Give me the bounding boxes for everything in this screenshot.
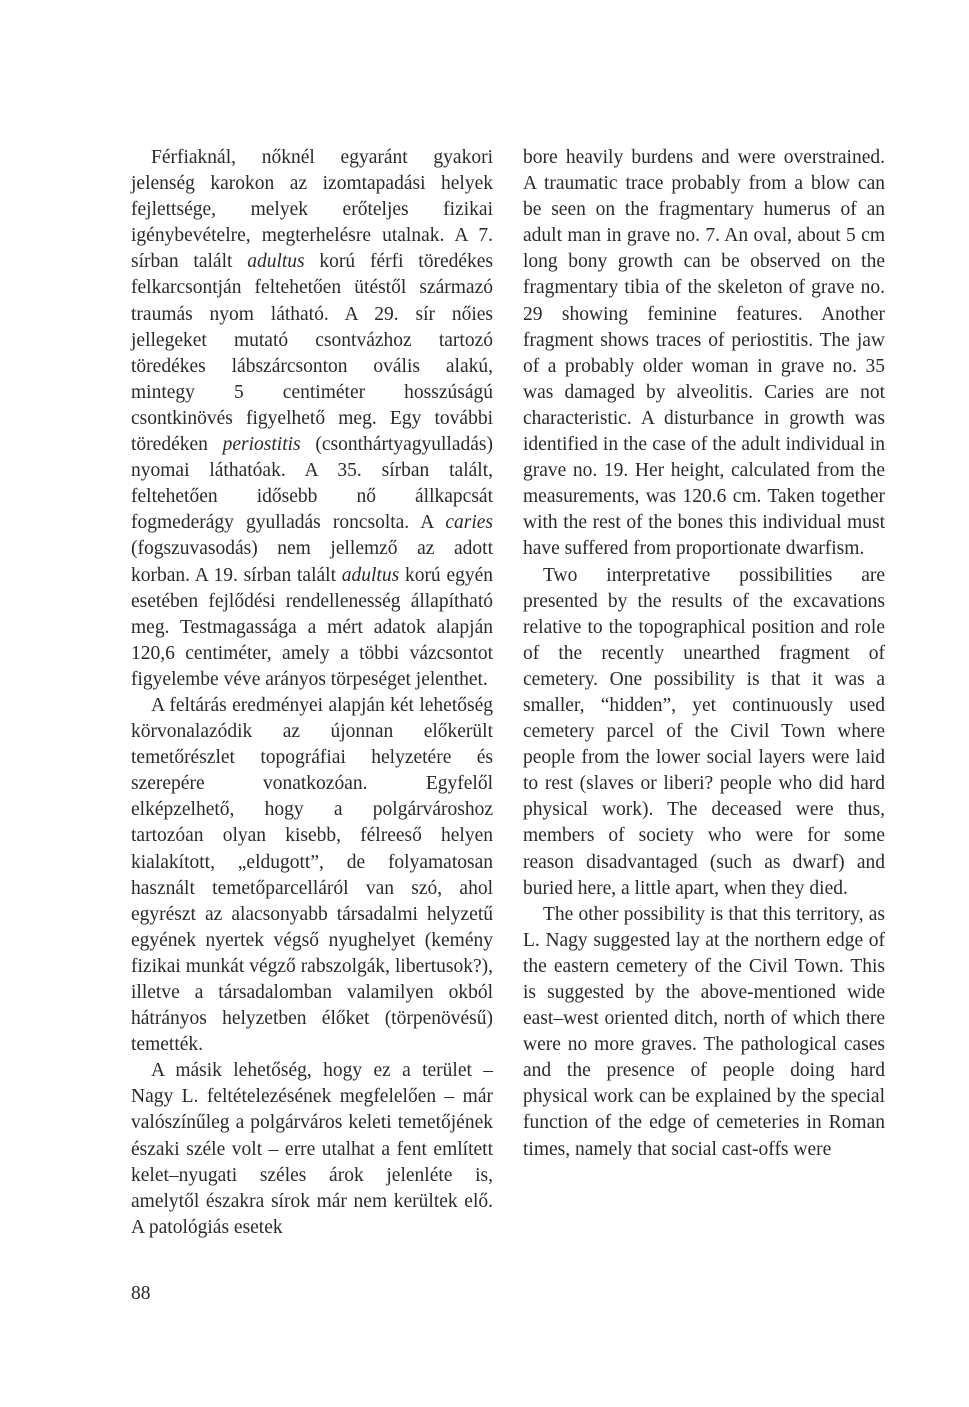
left-paragraph-1 [131, 145, 493, 693]
left-column-hungarian [131, 145, 493, 1241]
right-paragraph-2: Two interpretative possibilities are presented by the results of the excavations relative to the topographical position and role of the recently unearthed fragment of cemetery. One possibility is that it was a smaller, “hidden”, yet continuously used cemetery parcel of the Civil Town where people from the lower social layers were laid to rest (slaves or liberi? people who did hard physical work). The deceased were thus, members of society who were for some reason disadvantaged (such as dwarf) and buried here, a little apart, when they died. [523, 564, 885, 899]
text-run: (fogszuvasodás) nem jellemző az adott korban. A 19. sírban talált [131, 538, 493, 586]
italic-term-caries: caries [445, 512, 493, 534]
left-paragraph-2: A feltárás eredményei alapján két lehetőség körvonalazódik az újonnan előkerült temetőrészlet topográfiai helyzetére és szerepére vonatkozóan. Egyfelől elképzelhető, hogy a polgárvároshoz tartozóan olyan kisebb, félreeső helyen kialakított, „eldugott”, de folyamatosan használt temetőparcelláról van szó, ahol egyrészt az alacsonyabb társadalmi helyzetű egyének nyertek végső nyughelyet (kemény fizikai munkát végző rabszolgák, libertusok?), illetve a társadalomban valamilyen okból hátrányos helyzetben élőket (törpenövésű) temették. [131, 694, 493, 1056]
right-column-english [523, 145, 885, 1163]
text-run: (csonthártyagyulladás) nyomai láthatóak. A 35. sírban talált, feltehetően idősebb nő állkapcsát fogmederágy gyulladás roncsolta. A [131, 434, 493, 534]
right-paragraph-3: The other possibility is that this territory, as L. Nagy suggested lay at the northern edge of the eastern cemetery of the Civil Town. This is suggested by the above-mentioned wide east–west oriented ditch, north of which there were no more graves. The pathological cases and the presence of people doing hard physical work can be explained by the special function of the edge of cemeteries in Roman times, namely that social cast-offs were [523, 903, 885, 1160]
text-run: korú egyén esetében fejlődési rendellenesség állapítható meg. Testmagassága a mért adatok alapján 120,6 centiméter, amely a többi vázcsontot figyelembe véve arányos törpeséget jelenthet. [131, 564, 494, 690]
page-number: 88 [131, 1283, 151, 1304]
italic-term-periostitis: periostitis [222, 434, 301, 456]
italic-term-adultus: adultus [247, 251, 305, 273]
left-paragraph-3: A másik lehetőség, hogy ez a terület – Nagy L. feltételezésének megfelelően – már valószínűleg a polgárváros keleti temetőjének északi széle volt – erre utalhat a fent említett kelet–nyugati széles árok jelenléte is, amelytől északra sírok már nem kerültek elő. A patológiás esetek [131, 1060, 493, 1238]
italic-term-adultus: adultus [341, 564, 400, 586]
right-paragraph-1: bore heavily burdens and were overstrained. A traumatic trace probably from a blow can be seen on the fragmentary humerus of an adult man in grave no. 7. An oval, about 5 cm long bony growth can be observed on the fragmentary tibia of the skeleton of grave no. 29 showing feminine features. Another fragment shows traces of periostitis. The jaw of a probably older woman in grave no. 35 was damaged by alveolitis. Caries are not characteristic. A disturbance in growth was identified in the case of the adult individual in grave no. 19. Her height, calculated from the measurements, was 120.6 cm. Taken together with the rest of the bones this individual must have suffered from proportionate dwarfism. [523, 147, 885, 560]
text-run: Férfiaknál, nőknél egyaránt gyakori jelenség karokon az izomtapadási helyek fejlettsége, melyek erőteljes fizikai igénybevételre, megterhelésre utalnak. A 7. sírban talált [131, 147, 493, 273]
text-run: korú férfi töredékes felkarcsontján feltehetően ütéstől származó traumás nyom látható. A 29. sír nőies jellegeket mutató csontvázhoz tartozó töredékes lábszárcsonton ovális alakú, mintegy 5 centiméter hosszúságú csontkinövés figyelhető meg. Egy további töredéken [131, 251, 493, 456]
